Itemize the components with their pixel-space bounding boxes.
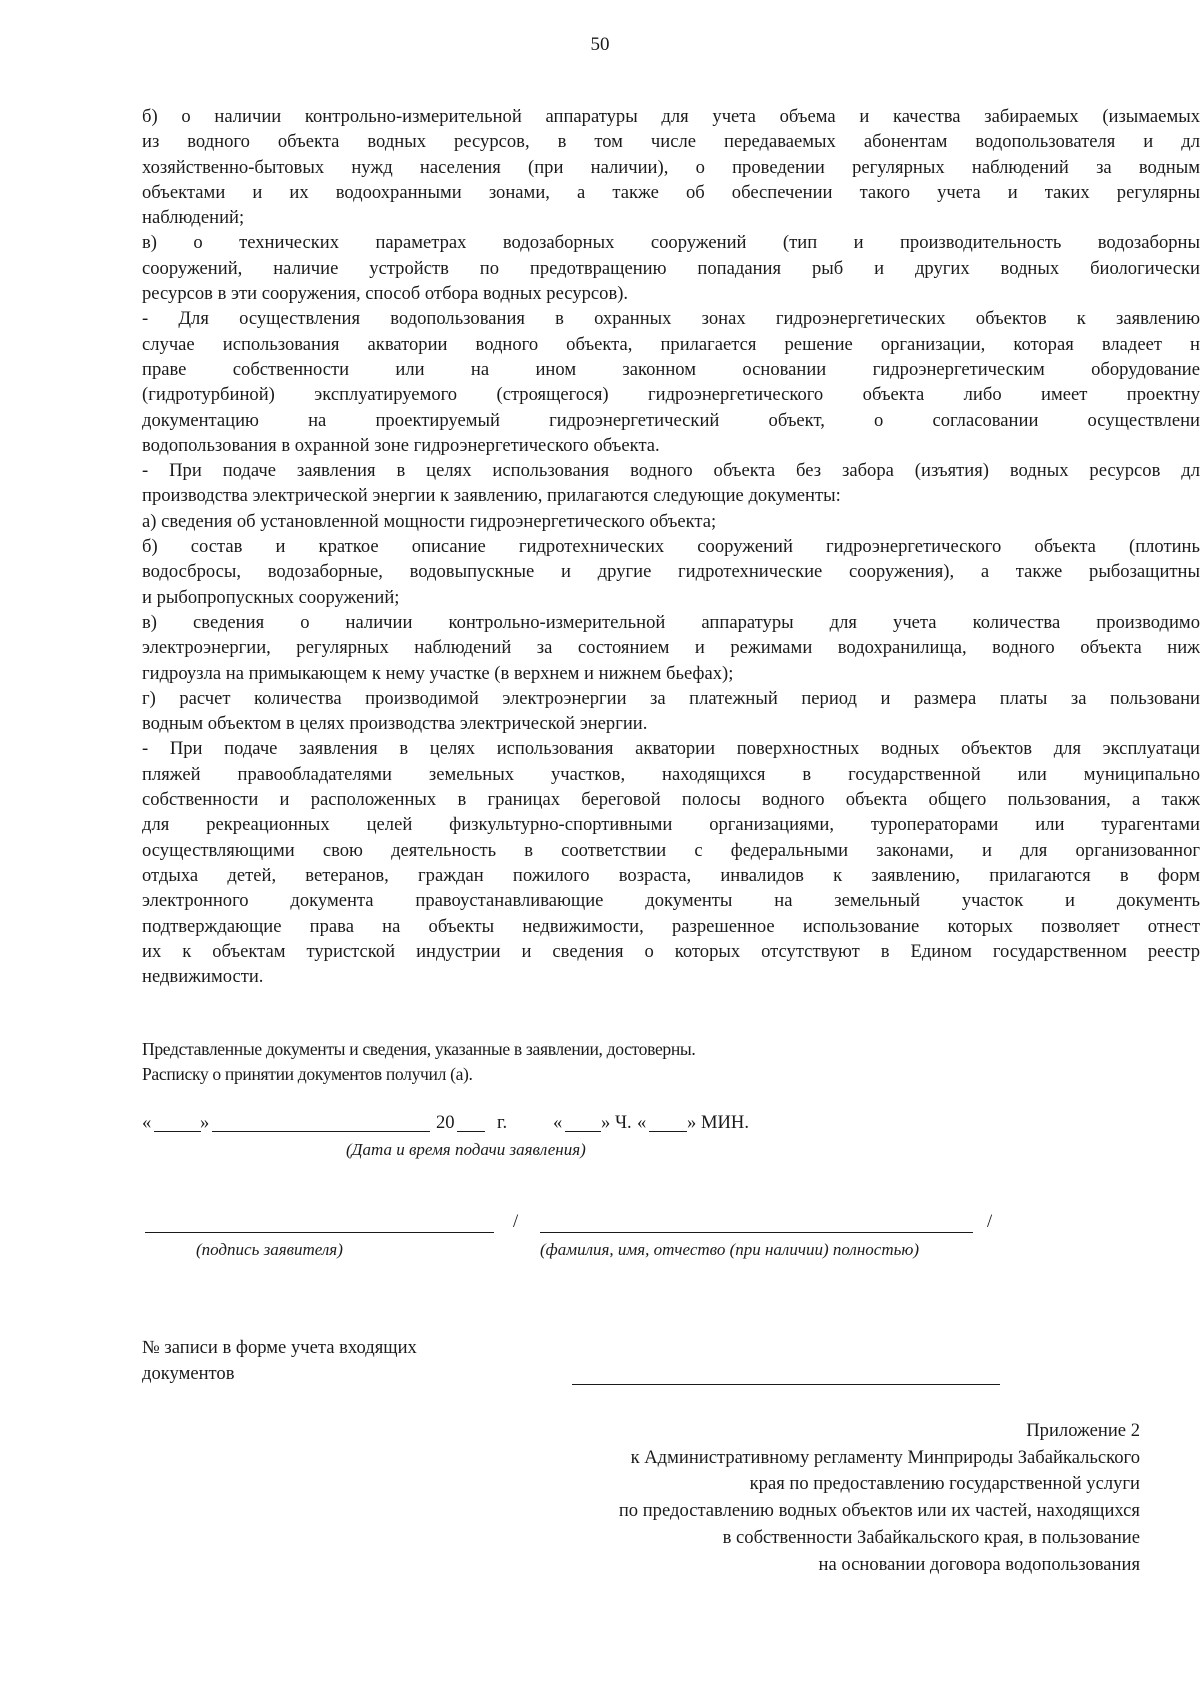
- body-line: ресурсов в эти сооружения, способ отбора водных ресурсов).: [142, 283, 629, 305]
- datetime-caption: (Дата и время подачи заявления): [346, 1140, 586, 1159]
- body-line: сооружений, наличие устройств по предотвращению попадания рыб и других водных биологически: [142, 257, 1200, 279]
- fullname-end-separator: /: [987, 1211, 993, 1232]
- fullname-line[interactable]: [540, 1232, 973, 1233]
- receipt-line: Расписку о принятии документов получил (а).: [142, 1064, 473, 1084]
- body-line: подтверждающие права на объекты недвижимости, разрешенное использование которых позволяет отнест: [142, 915, 1200, 937]
- day-blank[interactable]: [154, 1131, 201, 1132]
- body-line: и рыбопропускных сооружений;: [142, 586, 400, 608]
- appendix-header: [619, 1418, 1140, 1578]
- body-line: водопользования в охранной зоне гидроэнергетического объекта.: [142, 434, 660, 456]
- body-line: электронного документа правоустанавливающие документы на земельный участок и документь: [142, 890, 1200, 912]
- appendix-line: на основании договора водопользования: [818, 1553, 1140, 1575]
- declaration-line: Представленные документы и сведения, указанные в заявлении, достоверны.: [142, 1039, 696, 1059]
- hour-open-quote: «: [553, 1112, 563, 1133]
- body-line: (гидротурбиной) эксплуатируемого (строящегося) гидроэнергетического объекта либо имеет проектну: [142, 384, 1200, 406]
- body-line: электроэнергии, регулярных наблюдений за состоянием и режимами водохранилища, водного объекта ниж: [142, 637, 1200, 659]
- hour-label: » Ч.: [601, 1112, 632, 1133]
- appendix-line: по предоставлению водных объектов или их частей, находящихся: [618, 1500, 1140, 1522]
- body-line: пляжей правообладателями земельных участков, находящихся в государственной или муниципально: [142, 763, 1200, 785]
- body-line: случае использования акватории водного объекта, прилагается решение организации, которая владеет н: [142, 333, 1200, 355]
- body-line: б) о наличии контрольно-измерительной аппаратуры для учета объема и качества забираемых (изымаемых: [142, 106, 1200, 127]
- body-line: в) о технических параметрах водозаборных сооружений (тип и производительность водозаборны: [142, 232, 1200, 254]
- registry-number-line[interactable]: [572, 1384, 1000, 1385]
- registry-line: № записи в форме учета входящих: [142, 1337, 417, 1358]
- body-line: - При подаче заявления в целях использования водного объекта без забора (изъятия) водных ресурсов дл: [142, 460, 1200, 482]
- declaration: [142, 1037, 695, 1087]
- body-line: документацию на проектируемый гидроэнергетический объект, о согласовании осуществлени: [142, 409, 1200, 431]
- body-line: объектами и их водоохранными зонами, а также об обеспечении такого учета и таких регулярны: [142, 181, 1200, 203]
- signature-separator: /: [513, 1211, 519, 1232]
- minute-label: » МИН.: [687, 1112, 749, 1133]
- body-line: б) состав и краткое описание гидротехнических сооружений гидроэнергетического объекта (плотинь: [142, 536, 1200, 558]
- body-line: для рекреационных целей физкультурно-спортивными организациями, туроператорами или турагентами: [142, 814, 1200, 836]
- document-body: [142, 104, 1200, 989]
- registry-line: документов: [142, 1363, 235, 1384]
- body-line: недвижимости.: [142, 966, 264, 988]
- day-close-quote: »: [200, 1112, 210, 1133]
- minute-open-quote: «: [637, 1112, 647, 1133]
- body-line: гидроузла на примыкающем к нему участке (в верхнем и нижнем бьефах);: [142, 662, 734, 684]
- body-line: хозяйственно-бытовых нужд населения (при наличии), о проведении регулярных наблюдений за водным: [142, 156, 1200, 178]
- body-line: наблюдений;: [142, 207, 245, 229]
- body-line: водным объектом в целях производства электрической энергии.: [142, 713, 648, 735]
- minute-blank[interactable]: [649, 1131, 687, 1132]
- year-blank[interactable]: [457, 1131, 485, 1132]
- body-line: из водного объекта водных ресурсов, в том числе передаваемых абонентам водопользователя и дл: [142, 131, 1200, 153]
- body-line: г) расчет количества производимой электроэнергии за платежный период и размера платы за пользовани: [142, 687, 1200, 709]
- body-line: в) сведения о наличии контрольно-измерительной аппаратуры для учета количества производимо: [142, 611, 1200, 633]
- body-line: праве собственности или на ином законном основании гидроэнергетическим оборудование: [142, 358, 1200, 380]
- registry-number-label: [142, 1335, 417, 1387]
- year-prefix: 20: [436, 1112, 455, 1133]
- appendix-title: Приложение 2: [1026, 1420, 1140, 1441]
- body-line: - При подаче заявления в целях использования акватории поверхностных водных объектов для эксплуатаци: [142, 738, 1200, 760]
- body-line: осуществляющими свою деятельность в соответствии с федеральными законами, и для организованног: [142, 839, 1200, 861]
- body-line: а) сведения об установленной мощности гидроэнергетического объекта;: [142, 510, 717, 532]
- month-blank[interactable]: [212, 1131, 430, 1132]
- hour-blank[interactable]: [565, 1131, 601, 1132]
- appendix-line: края по предоставлению государственной услуги: [749, 1473, 1140, 1495]
- signature-line[interactable]: [145, 1232, 494, 1233]
- fullname-caption: (фамилия, имя, отчество (при наличии) полностью): [540, 1240, 919, 1259]
- body-line: водосбросы, водозаборные, водовыпускные и другие гидротехнические сооружения), а также рыбозащитны: [142, 561, 1200, 583]
- body-line: их к объектам туристской индустрии и сведения о которых отсутствуют в Едином государственном реестр: [142, 940, 1200, 962]
- appendix-line: к Административному регламенту Минприроды Забайкальского: [630, 1446, 1140, 1468]
- body-line: - Для осуществления водопользования в охранных зонах гидроэнергетических объектов к заявлению: [142, 308, 1200, 330]
- day-open-quote: «: [142, 1112, 152, 1133]
- appendix-line: в собственности Забайкальского края, в пользование: [722, 1526, 1140, 1548]
- signature-caption: (подпись заявителя): [196, 1240, 343, 1259]
- body-line: отдыха детей, ветеранов, граждан пожилого возраста, инвалидов к заявлению, прилагаются в форм: [142, 864, 1200, 886]
- page-number: 50: [590, 34, 610, 55]
- body-line: производства электрической энергии к заявлению, прилагаются следующие документы:: [142, 485, 841, 507]
- body-line: собственности и расположенных в границах береговой полосы водного объекта общего пользования, а такж: [142, 789, 1200, 811]
- year-suffix: г.: [497, 1112, 508, 1133]
